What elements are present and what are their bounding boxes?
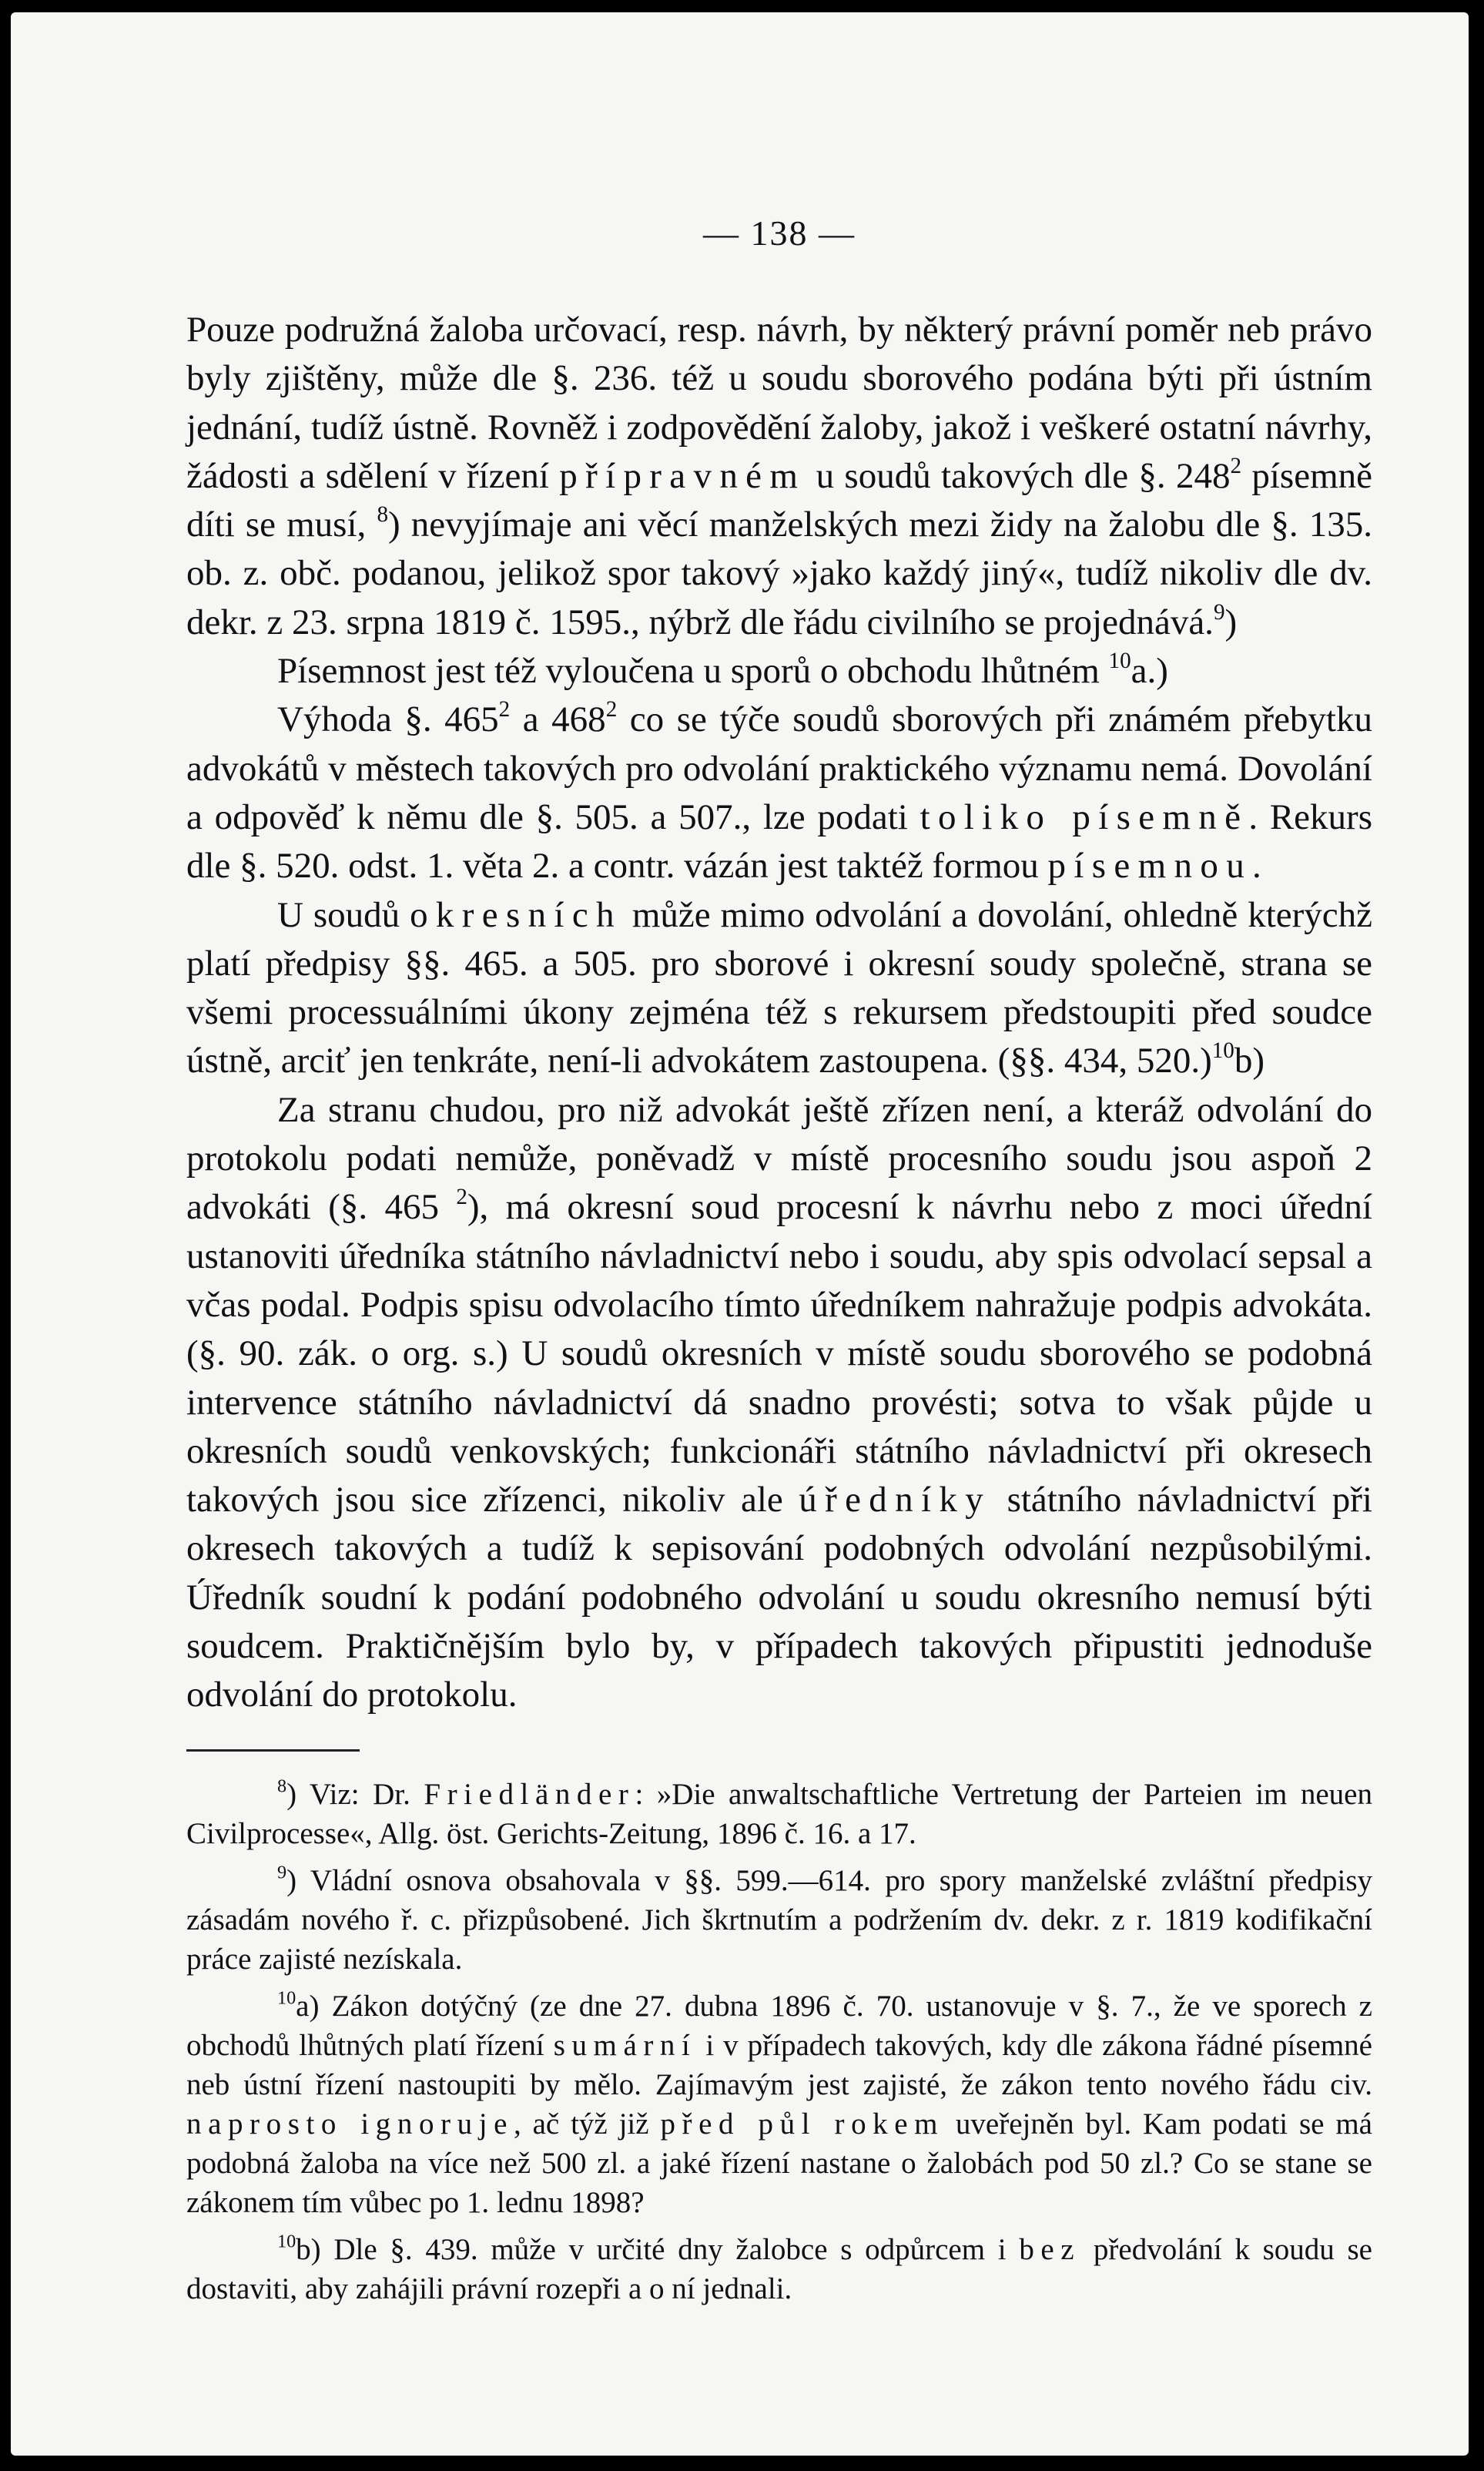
text-run: a) Zákon dotýčný (ze dne 27. dubna 1896 č. 70. ustanovuje v §. 7., že ve sporech z obchodů lhůtných platí řízení: [186, 1989, 1372, 2062]
text-run: Za stranu chudou, pro niž advokát ještě zřízen není, a kteráž odvolání do protokolu podati nemůže, poněvadž v místě procesního soudu jsou aspoň 2 advokáti (§. 465: [186, 1089, 1372, 1228]
text-run: ) Vládní osnova obsahovala v §§. 599.—614. pro spory manželské zvláštní předpisy zásadám nového ř. c. přizpůsobené. Jich škrtnutím a podržením dv. dekr. z r. 1819 kodifikační práce zajisté nezískala.: [186, 1863, 1372, 1976]
spaced-emphasis: před půl rokem: [660, 2107, 945, 2141]
superscript: 2: [605, 697, 618, 723]
footnote-ref-8: 8: [377, 502, 388, 528]
footnote-10b: [186, 2230, 1372, 2308]
footnotes: [186, 1775, 1372, 2308]
page-number: — 138 —: [703, 213, 856, 253]
spaced-emphasis: písemnou: [1047, 846, 1253, 887]
text-run: i v případech takových, kdy dle zákona řádné písemné neb ústní řízení nastoupiti by mělo. Zajímavým jest zajisté, že zákon tento nového řádu civ.: [186, 2028, 1372, 2101]
footnote-mark: 8: [277, 1775, 287, 1796]
spaced-emphasis: naprosto ignoruje: [186, 2107, 514, 2141]
text-run: U soudů: [277, 894, 410, 935]
spaced-emphasis: okresních: [410, 894, 622, 935]
paragraph-2: [186, 647, 1372, 696]
text-run: b) Dle §. 439. může v určité dny žalobce s odpůrcem i: [296, 2232, 1020, 2266]
footnote-8: [186, 1775, 1372, 1853]
text-run: může mimo odvolání a dovolání, ohledně kterýchž platí předpisy §§. 465. a 505. pro sborové i okresní soudy společně, strana se všemi processuálními úkony zejména též s rekursem předstoupiti před soudce ústně, arciť jen tenkráte, není-li advokátem zastoupena. (§§. 434, 520.): [186, 894, 1372, 1081]
footnote-ref-10a: 10: [1108, 649, 1131, 674]
text-run: co se týče soudů sborových při známém přebytku advokátů v městech takových pro odvolání praktického významu nemá. Dovolání a odpověď k němu dle §. 505. a 507., lze podati: [186, 699, 1372, 837]
footnote-ref-10b: 10: [1211, 1038, 1234, 1064]
scanned-page: [11, 12, 1469, 2456]
text-run: ) nevyjímaje ani věcí manželských mezi židy na žalobu dle §. 135. ob. z. obč. podanou, jelikož spor takový »jako každý jiný«, tudíž nikoliv dle dv. dekr. z 23. srpna 1819 č. 1595., nýbrž dle řádu civilního se projednává.: [186, 505, 1372, 642]
superscript: 2: [1230, 453, 1242, 478]
text-run: ), má okresní soud procesní k návrhu nebo z moci úřední ustanoviti úředníka státního návladnictví nebo i soudu, aby spis odvolací sepsal a včas podal. Podpis spisu odvolacího tímto úředníkem nahražuje podpis advokáta. (§. 90. zák. o org. s.) U soudů okresních v místě soudu sborového se podobná intervence státního návladnictví dá snadno provésti; sotva to však půjde u okresních soudů venkovských; funkcionáři státního návladnictví při okresech takových jsou sice zřízenci, nikoliv ale: [186, 1187, 1372, 1520]
text-run: : »Die anwaltschaftliche Vertretung der Parteien im neuen Civilprocesse«, Allg. öst. Gerichts-Zeitung, 1896 č. 16. a 17.: [186, 1777, 1372, 1850]
text-run: . Rekurs dle §. 520. odst. 1. věta 2. a contr. vázán jest taktéž formou: [186, 796, 1372, 887]
superscript: 2: [456, 1185, 467, 1210]
body-text: [186, 306, 1372, 1720]
text-run: ): [1224, 602, 1238, 642]
text-run: Výhoda §. 465: [277, 699, 499, 740]
footnote-mark: 10: [277, 2230, 296, 2251]
text-run: a.): [1131, 651, 1168, 692]
footnote-ref-9: 9: [1213, 599, 1225, 625]
footnote-divider: [186, 1749, 360, 1752]
paragraph-4: [186, 891, 1372, 1086]
spaced-emphasis: toliko písemně: [920, 796, 1249, 837]
text-run: uveřejněn byl. Kam podati se má podobná žaloba na více než 500 zl. a jaké řízení nastane o žalobách pod 50 zl.? Co se stane se zákonem tím vůbec po 1. lednu 1898?: [186, 2107, 1372, 2219]
text-run: písemně díti se musí,: [186, 455, 1372, 545]
text-run: .: [1252, 846, 1261, 887]
text-run: , ač týž již: [514, 2107, 661, 2141]
spaced-emphasis: bez: [1019, 2232, 1081, 2266]
paragraph-1: [186, 306, 1372, 647]
text-run: Pouze podružná žaloba určovací, resp. návrh, by některý právní poměr neb právo byly zjištěny, může dle §. 236. též u soudu sborového podána býti při ústním jednání, tudíž ústně. Rovněž i zodpovědění žaloby, jakož i veškeré ostatní návrhy, žádosti a sdělení v řízení: [186, 310, 1372, 496]
text-run: předvolání k soudu se dostaviti, aby zahájili právní rozepři a o ní jednali.: [186, 2232, 1372, 2305]
text-run: b): [1234, 1041, 1265, 1081]
spaced-emphasis: sumární: [553, 2028, 697, 2062]
page-content: [186, 213, 1372, 2316]
text-run: státního návladnictví při okresech takových a tudíž k sepisování podobných odvolání nezpůsobilými. Úředník soudní k podání podobného odvolání u soudu okresního nemusí býti soudcem. Praktičnějším bylo by, v případech takových připustiti jednoduše odvolání do protokolu.: [186, 1480, 1372, 1715]
spaced-emphasis: Friedländer: [424, 1777, 635, 1811]
text-run: ) Viz: Dr.: [286, 1777, 424, 1811]
paragraph-5: [186, 1086, 1372, 1720]
text-run: Písemnost jest též vyloučena u sporů o obchodu lhůtném: [277, 651, 1109, 692]
superscript: 2: [498, 697, 511, 723]
paragraph-3: [186, 696, 1372, 890]
text-run: u soudů takových dle §. 248: [806, 455, 1231, 496]
footnote-mark: 10: [277, 1987, 296, 2008]
footnote-10a: [186, 1987, 1372, 2222]
footnote-9: [186, 1861, 1372, 1979]
text-run: a 468: [510, 699, 606, 740]
spaced-emphasis: přípravném: [559, 455, 806, 496]
spaced-emphasis: úředníky: [799, 1480, 992, 1520]
footnote-mark: 9: [277, 1861, 287, 1883]
